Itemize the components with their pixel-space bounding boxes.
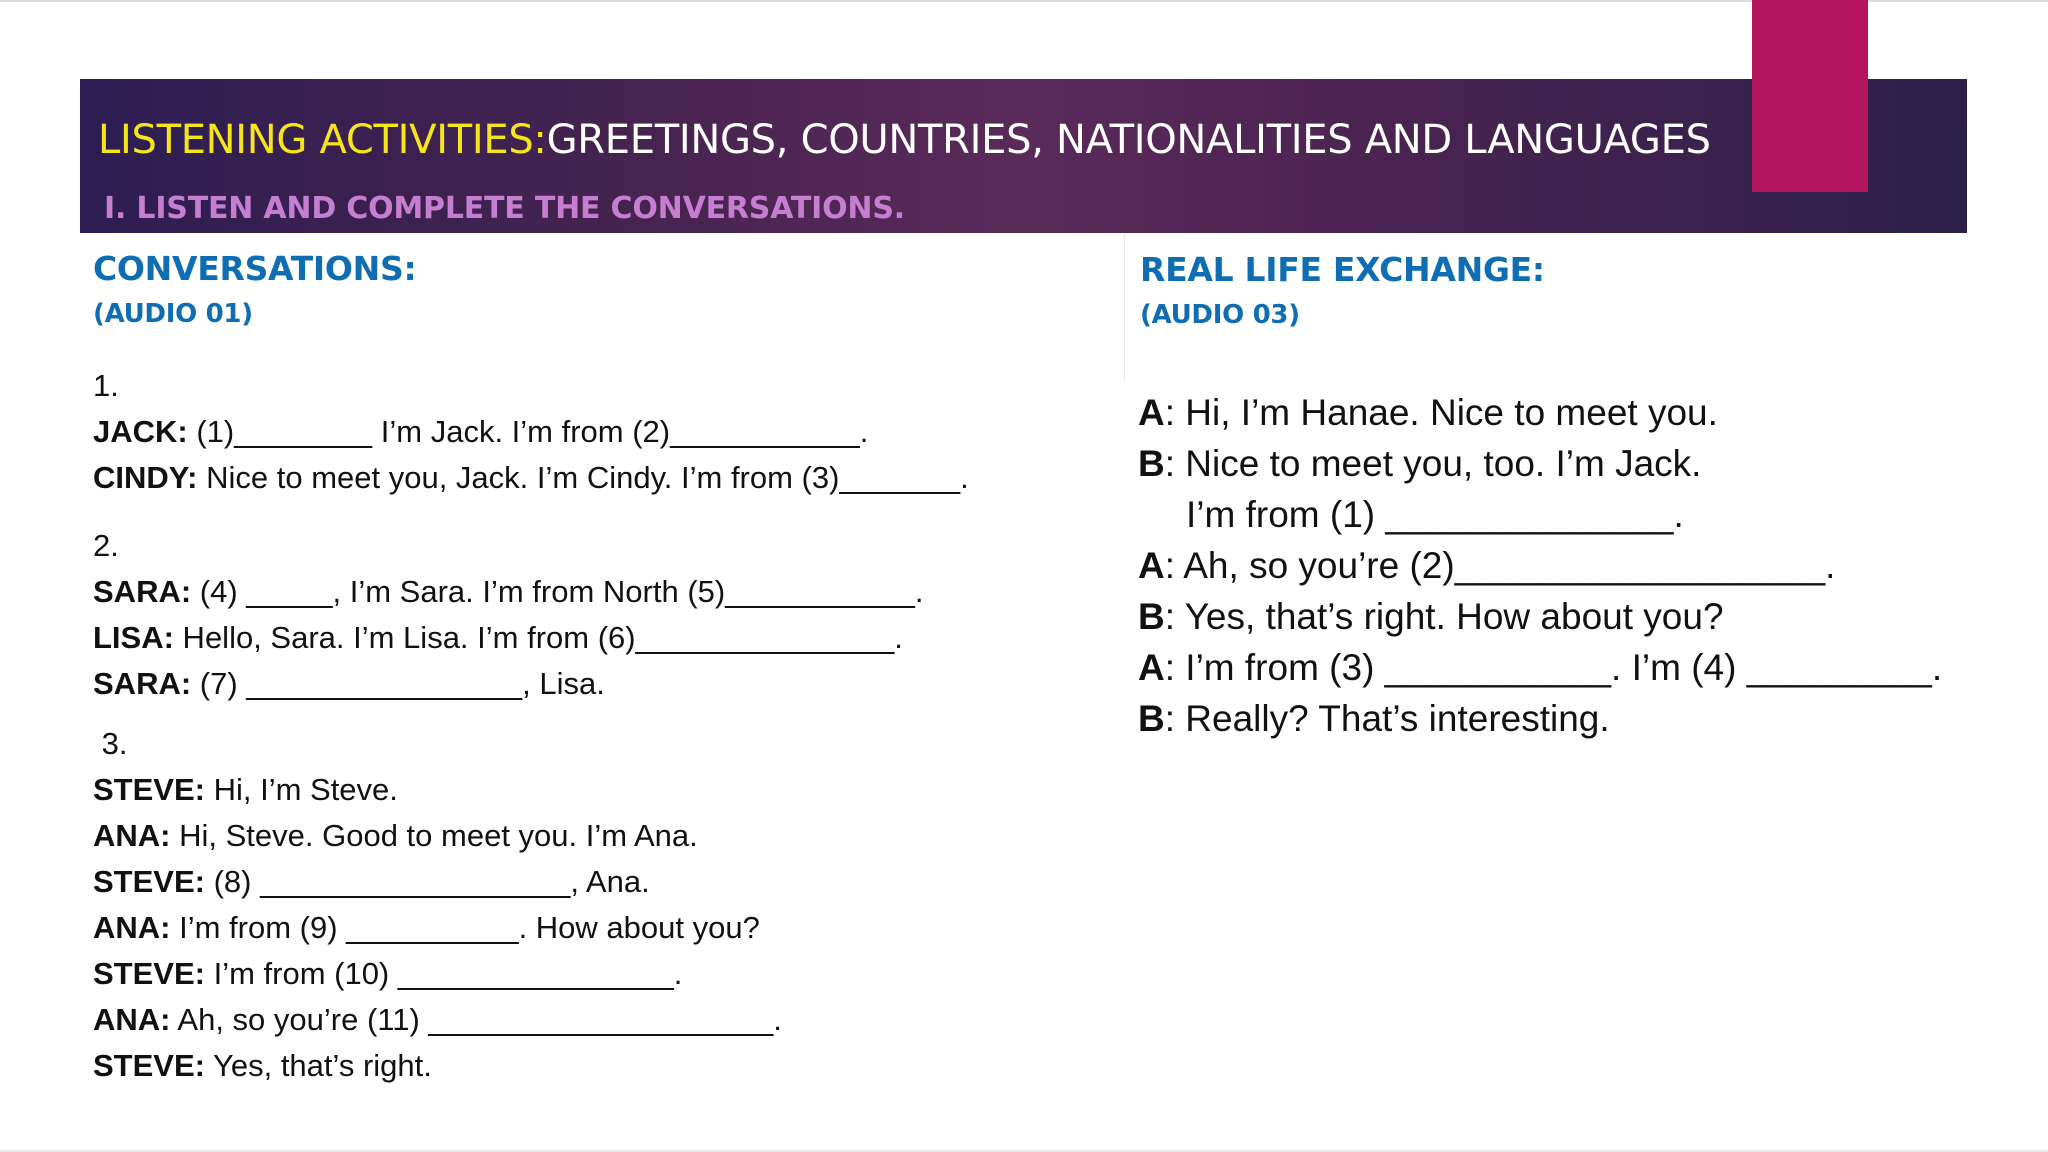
conversations-audio-label: (AUDIO 01) xyxy=(93,299,253,329)
speaker-label: CINDY: xyxy=(93,460,198,495)
conversation-line xyxy=(93,409,1103,455)
line-text: : Hi, I’m Hanae. Nice to meet you. xyxy=(1164,392,1718,433)
conversation-line xyxy=(93,813,1103,859)
exchange-line xyxy=(1138,387,1968,438)
conversation-line xyxy=(93,615,1103,661)
exchange-line xyxy=(1138,489,1968,540)
speaker-label: ANA: xyxy=(93,818,171,853)
line-text: Ah, so you’re (11) ____________________. xyxy=(170,1002,782,1037)
conversation-2-number: 2. xyxy=(93,528,119,563)
speaker-label: A xyxy=(1138,545,1165,586)
speaker-label: STEVE: xyxy=(93,956,205,991)
exchange-line xyxy=(1138,591,1968,642)
speaker-label: ANA: xyxy=(93,1002,171,1037)
line-text: (4) _____, I’m Sara. I’m from North (5)___________. xyxy=(191,574,924,609)
slide-subtitle: I. LISTEN AND COMPLETE THE CONVERSATIONS. xyxy=(104,191,905,226)
speaker-label: B xyxy=(1138,698,1165,739)
exchange-line xyxy=(1138,540,1968,591)
speaker-label: A xyxy=(1138,392,1165,433)
speaker-label: SARA: xyxy=(93,574,192,609)
conversation-line xyxy=(93,951,1103,997)
speaker-label: JACK: xyxy=(93,414,188,449)
conversation-line xyxy=(93,455,1103,501)
speaker-label: SARA: xyxy=(93,666,192,701)
speaker-label: A xyxy=(1138,647,1165,688)
conversation-line xyxy=(93,569,1103,615)
top-rule xyxy=(0,0,2048,2)
conversation-line xyxy=(93,661,1103,707)
line-text: (8) __________________, Ana. xyxy=(204,864,650,899)
slide-title-prefix: LISTENING ACTIVITIES: xyxy=(98,117,547,163)
line-text: : Ah, so you’re (2)__________________. xyxy=(1164,545,1836,586)
conversation-line xyxy=(93,767,1103,813)
exchange-line xyxy=(1138,438,1968,489)
column-divider xyxy=(1124,234,1125,380)
speaker-label: LISA: xyxy=(93,620,174,655)
conversation-line xyxy=(93,905,1103,951)
line-text: Yes, that’s right. xyxy=(204,1048,432,1083)
slide-title-rest: GREETINGS, COUNTRIES, NATIONALITIES AND LANGUAGES xyxy=(546,117,1711,163)
conversation-1-number: 1. xyxy=(93,368,119,403)
conversation-3-number: 3. xyxy=(93,726,128,761)
line-text: : I’m from (3) ___________. I’m (4) _________. xyxy=(1164,647,1943,688)
accent-bar xyxy=(1752,0,1868,192)
exchange-audio-label: (AUDIO 03) xyxy=(1140,300,1300,330)
conversation-line xyxy=(93,997,1103,1043)
exchange-dialogue xyxy=(1138,387,1968,744)
line-text: : Really? That’s interesting. xyxy=(1164,698,1610,739)
line-text: I’m from (9) __________. How about you? xyxy=(170,910,760,945)
line-text: Hi, Steve. Good to meet you. I’m Ana. xyxy=(170,818,698,853)
line-text: Nice to meet you, Jack. I’m Cindy. I’m from (3)_______. xyxy=(197,460,969,495)
exchange-line xyxy=(1138,642,1968,693)
speaker-label: ANA: xyxy=(93,910,171,945)
conversations-list xyxy=(93,363,1103,1089)
line-text: I’m from (1) ______________. xyxy=(1186,494,1684,535)
conversations-heading: CONVERSATIONS: xyxy=(93,249,417,288)
line-text: I’m from (10) ________________. xyxy=(204,956,683,991)
line-text: Hi, I’m Steve. xyxy=(204,772,398,807)
conversation-line xyxy=(93,859,1103,905)
line-text: (1)________ I’m Jack. I’m from (2)___________. xyxy=(187,414,869,449)
line-text: Hello, Sara. I’m Lisa. I’m from (6)_______________. xyxy=(173,620,903,655)
speaker-label: STEVE: xyxy=(93,1048,205,1083)
speaker-label: STEVE: xyxy=(93,864,205,899)
line-text: (7) ________________, Lisa. xyxy=(191,666,605,701)
speaker-label: B xyxy=(1138,443,1165,484)
line-text: : Nice to meet you, too. I’m Jack. xyxy=(1164,443,1702,484)
exchange-heading: REAL LIFE EXCHANGE: xyxy=(1140,250,1545,289)
speaker-label: STEVE: xyxy=(93,772,205,807)
line-text: : Yes, that’s right. How about you? xyxy=(1164,596,1724,637)
exchange-line xyxy=(1138,693,1968,744)
speaker-label: B xyxy=(1138,596,1165,637)
slide-title xyxy=(98,110,1711,170)
conversation-line xyxy=(93,1043,1103,1089)
